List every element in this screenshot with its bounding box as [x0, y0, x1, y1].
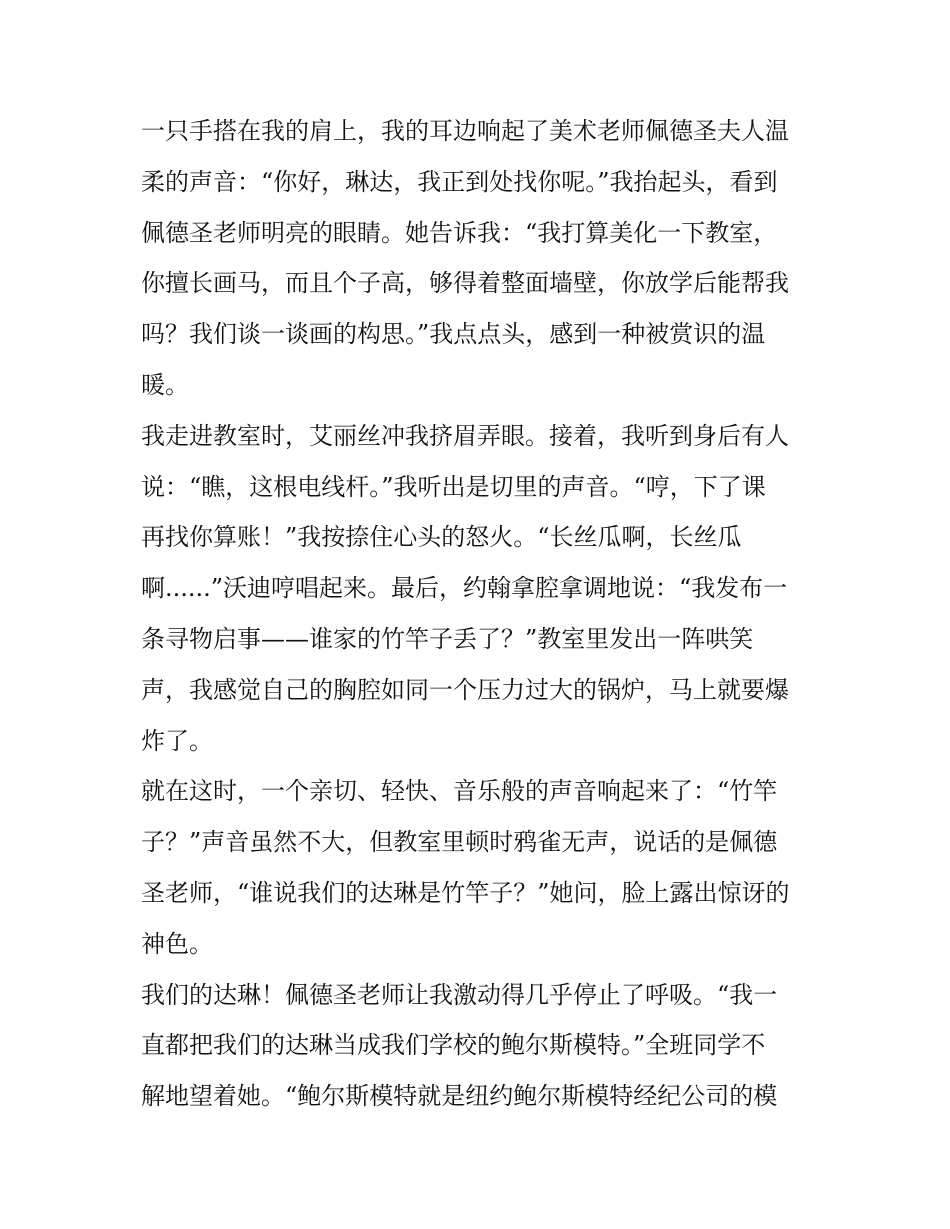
text-line-4: 你擅长画马，而且个子高，够得着整面墙壁，你放学后能帮我 [141, 269, 789, 298]
text-line-10: 啊......”沃迪哼唱起来。最后，约翰拿腔拿调地说：“我发布一 [141, 574, 788, 603]
text-line-5: 吗？我们谈一谈画的构思。”我点点头，感到一种被赏识的温 [141, 320, 766, 349]
text-line-8: 说：“瞧，这根电线杆。”我听出是切里的声音。“哼，下了课 [141, 472, 766, 501]
text-line-18: 我们的达琳！佩德圣老师让我激动得几乎停止了呼吸。“我一 [141, 980, 778, 1009]
text-line-11: 条寻物启事——谁家的竹竿子丢了？”教室里发出一阵哄笑 [141, 624, 754, 653]
text-line-6: 暖。 [141, 370, 189, 399]
story-text [141, 106, 811, 1122]
text-line-13: 炸了。 [141, 726, 213, 755]
text-line-17: 神色。 [141, 929, 213, 958]
text-line-3: 佩德圣老师明亮的眼睛。她告诉我：“我打算美化一下教室， [141, 218, 778, 247]
text-line-12: 声，我感觉自己的胸腔如同一个压力过大的锅炉，马上就要爆 [141, 675, 789, 704]
text-line-9: 再找你算账！”我按捺住心头的怒火。“长丝瓜啊，长丝瓜 [141, 523, 742, 552]
text-line-19: 直都把我们的达琳当成我们学校的鲍尔斯模特。”全班同学不 [141, 1031, 766, 1060]
text-line-15: 子？”声音虽然不大，但教室里顿时鸦雀无声，说话的是佩德 [141, 828, 778, 857]
text-line-16: 圣老师，“谁说我们的达琳是竹竿子？”她问，脸上露出惊讶的 [141, 878, 790, 907]
text-line-1: 一只手搭在我的肩上，我的耳边响起了美术老师佩德圣夫人温 [141, 117, 789, 145]
text-line-7: 我走进教室时，艾丽丝冲我挤眉弄眼。接着，我听到身后有人 [141, 421, 789, 450]
text-line-2: 柔的声音：“你好，琳达，我正到处找你呢。”我抬起头，看到 [141, 167, 778, 196]
text-line-20: 解地望着她。“鲍尔斯模特就是纽约鲍尔斯模特经纪公司的模 [141, 1082, 778, 1111]
text-line-14: 就在这时，一个亲切、轻快、音乐般的声音响起来了：“竹竿 [141, 777, 778, 806]
